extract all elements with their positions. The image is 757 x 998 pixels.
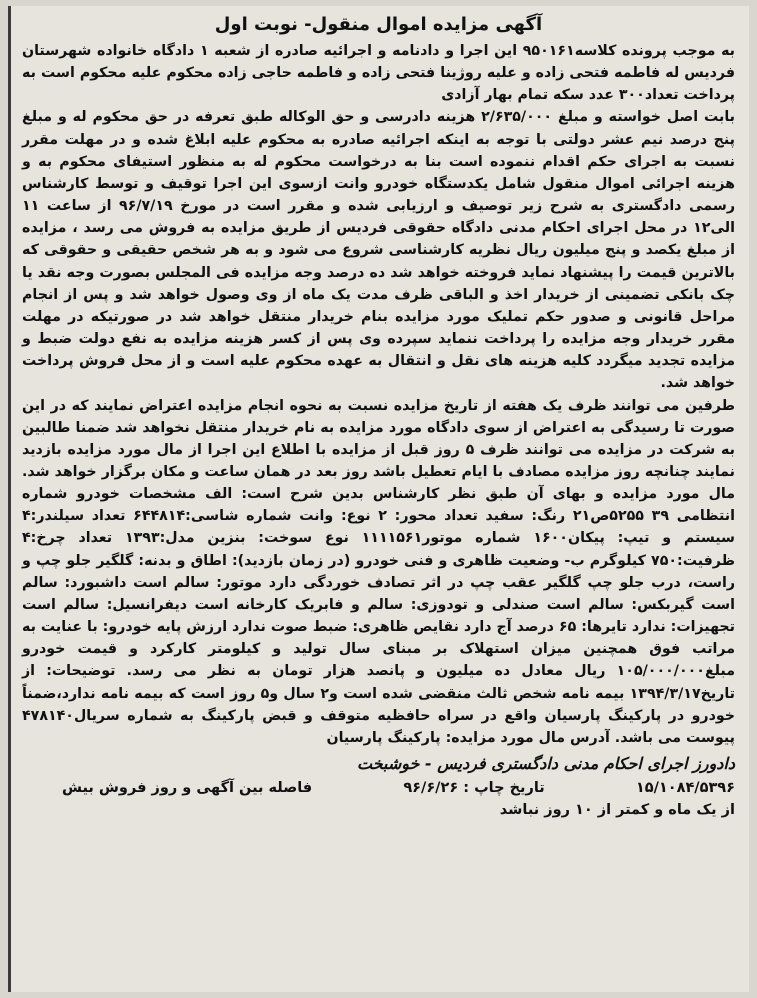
notice-sheet <box>8 6 749 992</box>
notice-title: آگهی مزایده اموال منقول- نوبت اول <box>214 14 543 35</box>
print-date: تاریخ چاپ : ۹۶/۶/۲۶ <box>403 780 545 796</box>
footer-meta <box>22 777 735 799</box>
signature-line: دادورز اجرای احکام مدنی دادگستری فردیس - خوشبخت <box>357 754 735 773</box>
interval-label: فاصله بین آگهی و روز فروش بیش <box>62 780 313 796</box>
interval-tail: از یک ماه و کمتر از ۱۰ روز نباشد <box>499 802 735 818</box>
notice-paragraph-2: بابت اصل خواسته و مبلغ ۲/۶۳۵/۰۰۰ هزینه دادرسی و حق الوکاله طبق تعرفه در حق محکوم له و مبلغ پنج درصد نیم عشر دولتی با توجه به اینکه اجرائیه صادره به محکوم علیه ابلاغ شده و در مهلت مقرر نسبت به اجرای حکم اقدام ننموده است بنا به درخواست محکوم له به منظور استیفای محکوم به و هزینه اجرائی اموال منقول شامل یکدستگاه خودرو وانت ازسوی این اجرا توقیف و توسط کارشناس رسمی دادگستری به شرح زیر توصیف و ارزیابی شده و مقرر است در مورخ ۹۶/۷/۱۹ از ساعت ۱۱ الی۱۲ در محل اجرای احکام مدنی دادگاه حقوقی فردیس از طریق مزایده به فروش می رسد ، مزایده از مبلغ یکصد و پنج میلیون ریال نظریه کارشناسی شروع می شود و به هر شخص حقیقی و حقوقی که بالاترین قیمت را پیشنهاد نماید فروخته خواهد شد ده درصد وجه مزایده فی المجلس بصورت وجه نقد یا چک بانکی تضمینی از خریدار اخذ و الباقی ظرف مدت یک ماه از وی وصول خواهد شد و پس از انجام مراحل قانونی و صدور حکم تملیک مورد مزایده بنام خریدار منتقل خواهد شد در صورتیکه در مهلت مقرر خریدار وجه مزایده را پرداخت ننماید سپرده وی پس از کسر هزینه مزایده به نفع دولت ضبط و مزایده تجدید میگردد کلیه هزینه های نقل و انتقال به عهده محکوم علیه است و از محل فروش پرداخت خواهد شد. <box>22 109 735 392</box>
notice-body <box>22 40 735 749</box>
column-rule <box>8 6 11 992</box>
notice-paragraph-1: به موجب پرونده کلاسه۹۵۰۱۶۱ این اجرا و دادنامه و اجرائیه صادره از شعبه ۱ دادگاه خانواده شهرستان فردیس له فاطمه فتحی زاده و علیه روژینا فتحی زاده و فاطمه حاجی زاده محکوم علیه محکوم است به پرداخت تعداد۳۰۰ عدد سکه تمام بهار آزادی <box>22 43 735 104</box>
notice-code: ۱۵/۱۰۸۴/۵۳۹۶ <box>635 780 735 796</box>
notice-paragraph-3: طرفین می توانند ظرف یک هفته از تاریخ مزایده نسبت به نحوه انجام مزایده اعتراض نمایند که در این صورت تا رسیدگی به اعتراض از سوی دادگاه مورد مزایده به نام خریدار منتقل نخواهد شد ضمنا طالبین به شرکت در مزایده می توانند ظرف ۵ روز قبل از مزایده با اطلاع این اجرا از مال مورد مزایده بازدید نمایند چنانچه روز مزایده مصادف با ایام تعطیل باشد روز بعد در همان ساعت و مکان برگزار خواهد شد. مال مورد مزایده و بهای آن طبق نظر کارشناس بدین شرح است: الف مشخصات خودرو شماره انتظامی ۳۹ ۵۲۵۵ص۲۱ رنگ: سفید تعداد محور: ۲ نوع: وانت شماره شاسی:۶۴۴۸۱۴ تعداد سیلندر:۴ سیستم و تیپ: پیکان۱۶۰۰ شماره موتور۱۱۱۱۵۶۱ نوع سوخت: بنزین مدل:۱۳۹۳ تعداد چرخ:۴ ظرفیت:۷۵۰ کیلوگرم ب- وضعیت ظاهری و فنی خودرو (در زمان بازدید): اطاق و بدنه: گلگیر جلو چپ و راست، درب جلو چپ گلگیر عقب چپ در اثر تصادف خوردگی دارد موتور: سالم است داشبورد: سالم است گیربکس: سالم است صندلی و تودوزی: سالم و فابریک کارخانه است دیفرانسیل: سالم است تجهیزات: ندارد تایرها: ۶۵ درصد آج دارد نقایص ظاهری: ضبط صوت ندارد ارزش پایه خودرو: با عنایت به مراتب فوق همچنین میزان استهلاک بر مبنای سال تولید و کیلومتر کارکرد و قیمت خودرو مبلغ۱۰۵/۰۰۰/۰۰۰ ریال معادل ده میلیون و پانصد هزار تومان به نظر می رسد. توضیحات: از تاریخ۱۳۹۴/۳/۱۷ بیمه نامه شخص ثالث منقضی شده است و۲ سال و۵ روز است که بیمه نامه ندارد،ضمناً خودرو در پارکینگ پارسیان واقع در سراه حافظیه متوقف و قبض پارکینگ به شماره سریال۴۷۸۱۴۰ پیوست می باشد. آدرس مال مورد مزایده: پارکینگ پارسیان <box>22 397 735 746</box>
